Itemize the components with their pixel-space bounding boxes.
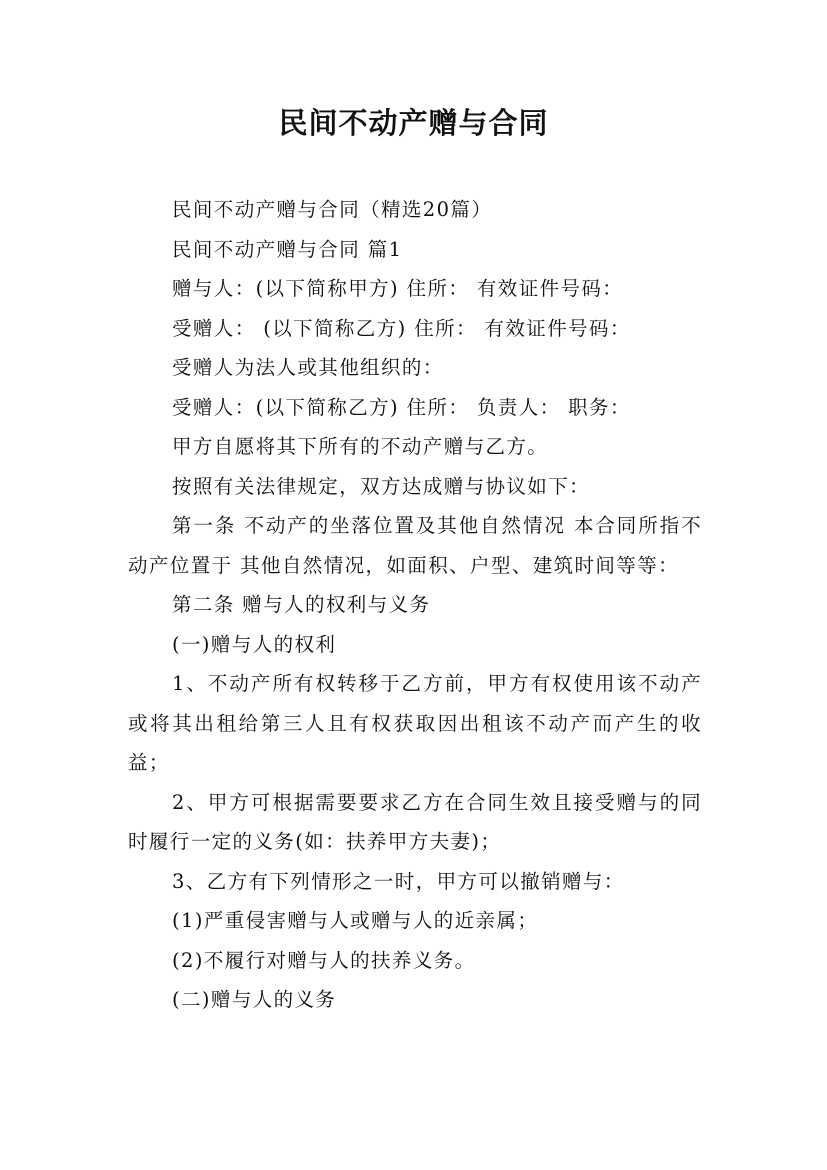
paragraph-donee-org-info: 受赠人：(以下简称乙方) 住所： 负责人： 职务： <box>172 395 631 419</box>
paragraph-right-1: 1、不动产所有权转移于乙方前，甲方有权使用该不动产或将其出租给第三人且有权获取因出租该不动产而产生的收益； <box>128 672 702 774</box>
paragraph-subtitle: 民间不动产赠与合同（精选20篇） <box>172 198 493 221</box>
document-body <box>128 190 702 1020</box>
paragraph-right-2: 2、甲方可根据需要要求乙方在合同生效且接受赠与的同时履行一定的义务(如：扶养甲方夫妻)； <box>128 790 702 853</box>
paragraph-right-3-item-2: (2)不履行对赠与人的扶养义务。 <box>172 948 476 972</box>
paragraph-donee-org-note: 受赠人为法人或其他组织的： <box>172 356 444 379</box>
paragraph-article-2-heading: 第二条 赠与人的权利与义务 <box>172 593 431 616</box>
paragraph-donor-info: 赠与人：(以下简称甲方) 住所： 有效证件号码： <box>172 277 624 300</box>
paragraph-voluntary-gift: 甲方自愿将其下所有的不动产赠与乙方。 <box>172 435 549 458</box>
paragraph-right-3: 3、乙方有下列情形之一时，甲方可以撤销赠与： <box>172 869 625 893</box>
paragraph-agreement-intro: 按照有关法律规定，双方达成赠与协议如下： <box>172 474 591 498</box>
paragraph-chapter-heading: 民间不动产赠与合同 篇1 <box>172 237 403 261</box>
paragraph-donee-info: 受赠人： (以下简称乙方) 住所： 有效证件号码： <box>172 316 631 340</box>
document-title: 民间不动产赠与合同 <box>278 106 549 140</box>
paragraph-donor-rights-heading: (一)赠与人的权利 <box>172 632 337 656</box>
paragraph-donor-obligations-heading: (二)赠与人的义务 <box>172 988 337 1011</box>
paragraph-right-3-item-1: (1)严重侵害赠与人或赠与人的近亲属； <box>172 909 539 932</box>
paragraph-article-1: 第一条 不动产的坐落位置及其他自然情况 本合同所指不动产位置于 其他自然情况，如面积、户型、建筑时间等等： <box>128 514 702 577</box>
